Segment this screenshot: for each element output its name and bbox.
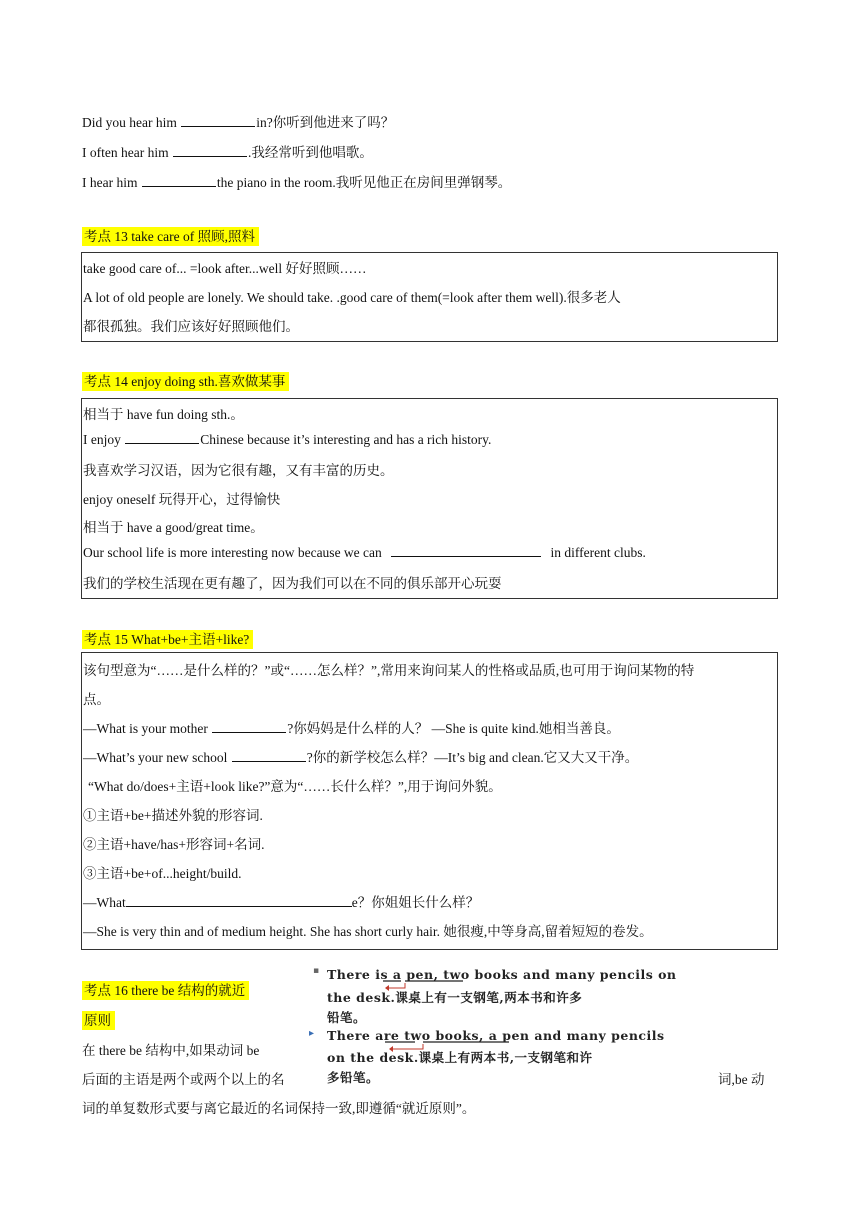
heading-text: 考点 14 enjoy doing sth.喜欢做某事 bbox=[82, 372, 289, 391]
section-16-heading bbox=[82, 979, 249, 999]
text: in different clubs. bbox=[550, 545, 646, 560]
section-15-box bbox=[81, 652, 778, 950]
note-line: enjoy oneself 玩得开心，过得愉快 bbox=[83, 492, 281, 507]
example-line bbox=[83, 891, 479, 911]
image-line: the desk.课桌上有一支钢笔,两本书和许多 bbox=[327, 990, 583, 1005]
text: in?你听到他进来了吗？ bbox=[256, 115, 395, 130]
example-line bbox=[83, 717, 620, 737]
example-image bbox=[305, 964, 755, 1084]
paragraph-line: 词,be 动 bbox=[718, 1072, 765, 1087]
text: e？你姐姐长什么样？ bbox=[351, 895, 480, 910]
text: —What’s your new school bbox=[83, 750, 228, 765]
example-line bbox=[83, 431, 491, 448]
sentence-1 bbox=[82, 111, 394, 131]
note-line: take good care of... =look after...well 好好照顾…… bbox=[83, 261, 367, 276]
section-13-box bbox=[81, 252, 778, 342]
sentence-3 bbox=[82, 171, 511, 191]
section-16-heading-cont bbox=[82, 1009, 115, 1029]
translation-line: 我们的学校生活现在更有趣了，因为我们可以在不同的俱乐部开心玩耍 bbox=[83, 576, 502, 591]
image-line: There is a pen, two books and many pencils on bbox=[327, 967, 677, 982]
answer-blank[interactable] bbox=[126, 894, 352, 907]
text: I enjoy bbox=[83, 432, 121, 447]
heading-text: 考点 13 take care of 照顾,照料 bbox=[82, 227, 259, 246]
example-line bbox=[83, 544, 646, 561]
arrow-bullet-icon: ▸ bbox=[309, 1028, 315, 1039]
rule-line: ③主语+be+of...height/build. bbox=[83, 866, 242, 881]
image-line: 铅笔。 bbox=[327, 1010, 367, 1025]
text: .我经常听到他唱歌。 bbox=[247, 145, 373, 160]
example-line: A lot of old people are lonely. We should take. .good care of them(=look after them well).很多老人 bbox=[83, 290, 621, 305]
translation-line: 我喜欢学习汉语，因为它很有趣，又有丰富的历史。 bbox=[83, 463, 394, 478]
note-line: 该句型意为“……是什么样的？”或“……怎么样？”,常用来询问某人的性格或品质,也可用于询问某物的特 bbox=[83, 663, 695, 678]
paragraph-line: 词的单复数形式要与离它最近的名词保持一致,即遵循“就近原则”。 bbox=[82, 1101, 476, 1116]
text: ?你妈妈是什么样的人？ —She is quite kind.她相当善良。 bbox=[287, 721, 620, 736]
rule-line: ②主语+have/has+形容词+名词. bbox=[83, 837, 265, 852]
section-13-heading bbox=[82, 225, 259, 245]
underline-arrows-icon bbox=[305, 964, 755, 1084]
note-line: 点。 bbox=[83, 692, 110, 707]
translation-line: 都很孤独。我们应该好好照顾他们。 bbox=[83, 319, 299, 334]
answer-blank[interactable] bbox=[125, 431, 199, 444]
heading-text: 原则 bbox=[82, 1011, 115, 1030]
paragraph-line: 后面的主语是两个或两个以上的名 bbox=[82, 1072, 285, 1087]
section-14-box bbox=[81, 398, 778, 599]
rule-line: ①主语+be+描述外貌的形容词. bbox=[83, 808, 263, 823]
text: —What is your mother bbox=[83, 721, 208, 736]
example-line: —She is very thin and of medium height. She has short curly hair. 她很瘦,中等身高,留着短短的卷发。 bbox=[83, 924, 653, 939]
text: I hear him bbox=[82, 175, 138, 190]
text: —What bbox=[83, 895, 126, 910]
heading-text: 考点 16 there be 结构的就近 bbox=[82, 981, 249, 1000]
answer-blank[interactable] bbox=[391, 544, 541, 557]
note-line: “What do/does+主语+look like?”意为“……长什么样？”,用于询问外貌。 bbox=[88, 779, 502, 794]
text: I often hear him bbox=[82, 145, 169, 160]
note-line: 相当于 have fun doing sth.。 bbox=[83, 407, 244, 422]
image-line: There are two books, a pen and many pencils bbox=[327, 1028, 665, 1043]
bullet-icon: ▪ bbox=[313, 966, 320, 976]
text: Our school life is more interesting now because we can bbox=[83, 545, 382, 560]
answer-blank[interactable] bbox=[232, 749, 306, 762]
answer-blank[interactable] bbox=[212, 720, 286, 733]
text: ?你的新学校怎么样？—It’s big and clean.它又大又干净。 bbox=[306, 750, 639, 765]
text: Chinese because it’s interesting and has a rich history. bbox=[200, 432, 492, 447]
image-line: on the desk.课桌上有两本书,一支钢笔和许 bbox=[327, 1050, 593, 1065]
section-14-heading bbox=[82, 370, 289, 390]
heading-text: 考点 15 What+be+主语+like? bbox=[82, 630, 253, 649]
answer-blank[interactable] bbox=[181, 114, 255, 127]
example-line bbox=[83, 746, 638, 766]
note-line: 相当于 have a good/great time。 bbox=[83, 520, 264, 535]
text: the piano in the room.我听见他正在房间里弹钢琴。 bbox=[216, 175, 512, 190]
answer-blank[interactable] bbox=[142, 174, 216, 187]
text: Did you hear him bbox=[82, 115, 177, 130]
answer-blank[interactable] bbox=[173, 144, 247, 157]
paragraph-line: 在 there be 结构中,如果动词 be bbox=[82, 1043, 260, 1058]
section-15-heading bbox=[82, 628, 253, 648]
image-line: 多铅笔。 bbox=[327, 1070, 380, 1085]
sentence-2 bbox=[82, 141, 373, 161]
